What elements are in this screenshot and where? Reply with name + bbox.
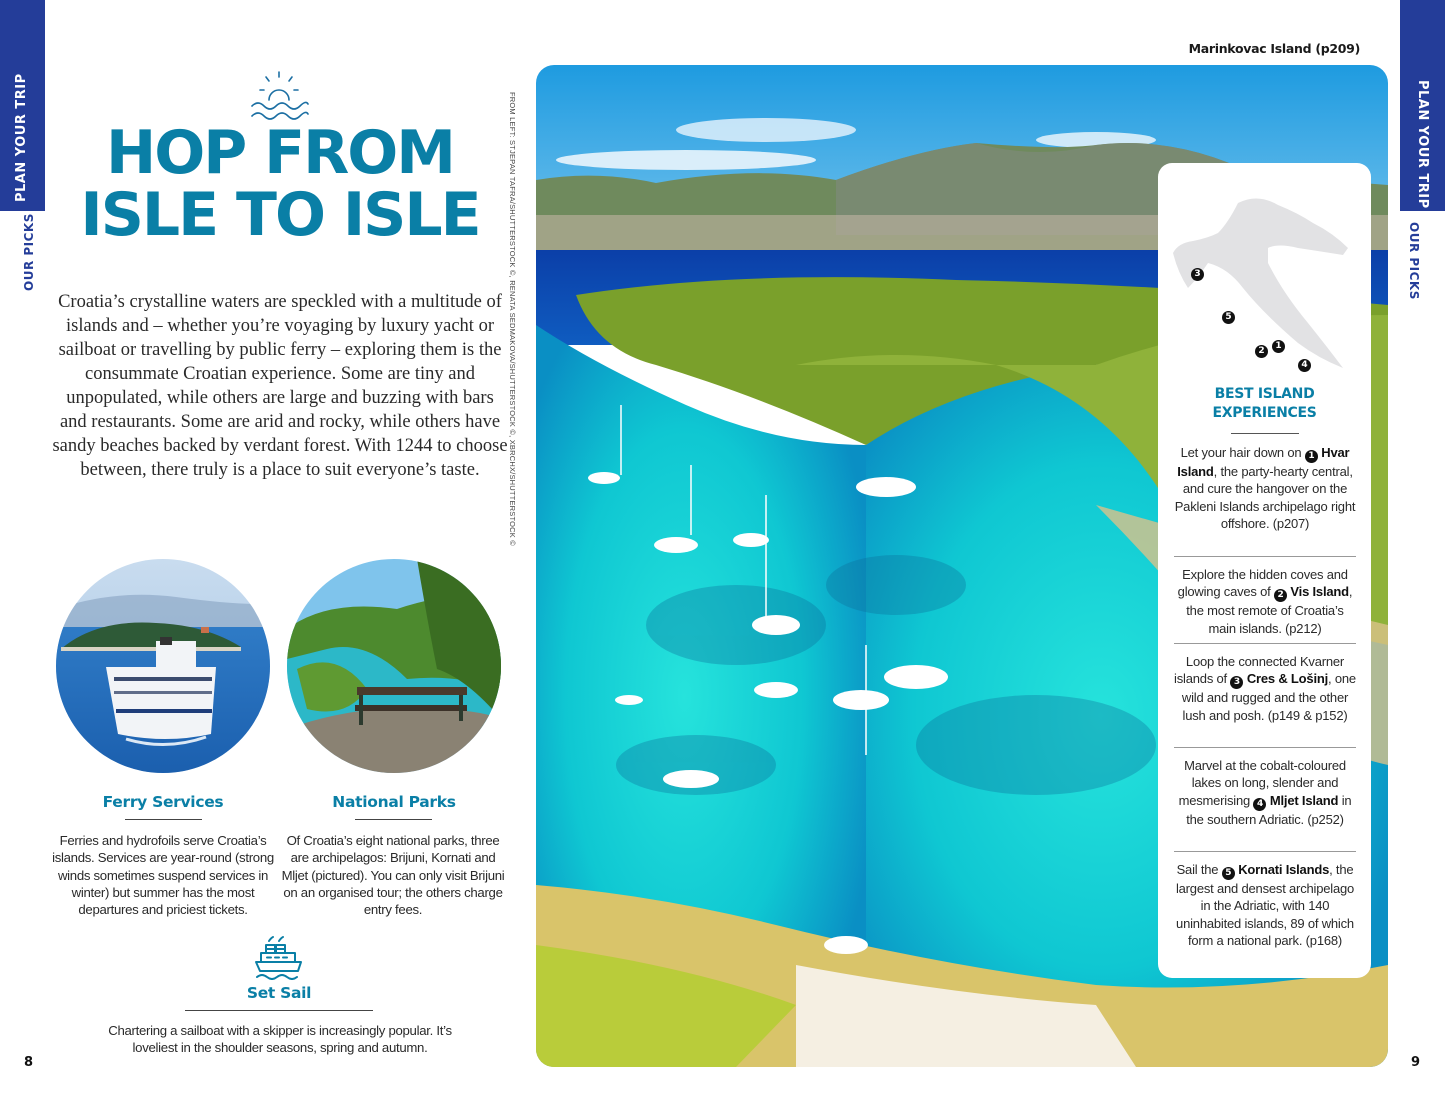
experience-text: Sail the xyxy=(1176,862,1222,877)
section-tab-right xyxy=(1400,0,1445,211)
subsection-label: OUR PICKS xyxy=(1407,222,1421,300)
map-pin-2: 2 xyxy=(1255,345,1268,358)
island-name: Mljet Island xyxy=(1269,792,1339,808)
ferry-at-sea-photo xyxy=(56,559,270,773)
section-label: PLAN YOUR TRIP xyxy=(1415,80,1430,209)
experience-text: , the party-hearty central, and cure the hangover on the Pakleni Islands archipelago right offshore. (p207) xyxy=(1174,464,1356,532)
island-name: Kornati Islands xyxy=(1238,862,1330,877)
experience-divider xyxy=(1174,643,1356,644)
experience-text: , the most remote of Croatia’s main islands. (p212) xyxy=(1186,584,1353,636)
feature-heading: National Parks xyxy=(332,793,456,811)
section-label: PLAN YOUR TRIP xyxy=(14,73,29,202)
section-tab-left xyxy=(0,0,45,211)
number-badge: 3 xyxy=(1230,676,1243,689)
card-title-divider xyxy=(1231,433,1299,434)
card-title-line-1: BEST ISLAND xyxy=(1214,386,1315,402)
experience-text: , one wild and rugged and the other lush and posh. (p149 & p152) xyxy=(1181,671,1356,723)
sun-over-waves-icon xyxy=(248,68,310,124)
card-title-line-2: EXPERIENCES xyxy=(1212,405,1317,421)
map-pin-4: 4 xyxy=(1298,359,1311,372)
experience-divider xyxy=(1174,851,1356,852)
title-line-2: ISLE TO ISLE xyxy=(80,180,480,250)
experience-text: , the largest and densest archipelago in the Adriatic, with 140 uninhabited islands, 89 of which form a national park. (p168) xyxy=(1175,862,1355,949)
experience-divider xyxy=(1174,556,1356,557)
subsection-label: OUR PICKS xyxy=(22,213,36,291)
experience-item xyxy=(1174,757,1356,828)
page-number-left: 8 xyxy=(24,1055,34,1070)
experience-item xyxy=(1174,444,1356,533)
page-title xyxy=(60,118,500,250)
map-pin-5: 5 xyxy=(1222,311,1235,324)
set-sail-heading: Set Sail xyxy=(246,984,312,1002)
island-name: Cres & Lošinj xyxy=(1246,671,1329,687)
set-sail-text: Chartering a sailboat with a skipper is increasingly popular. It’s loveliest in the shoulder seasons, spring and autumn. xyxy=(108,1023,452,1056)
experience-item xyxy=(1174,861,1356,950)
number-badge: 2 xyxy=(1274,589,1287,602)
intro-paragraph: Croatia’s crystalline waters are speckled with a multitude of islands and – whether you’re voyaging by luxury yacht or sailboat or travelling by public ferry – exploring them is the consummate Croatian experience. Some are tiny and unpopulated, while others are large and buzzing with bars and restaurants. Some are arid and rocky, while others have sandy beaches backed by verdant forest. With 1244 to choose between, there truly is a place to suit everyone’s taste. xyxy=(52,292,508,480)
island-name: Hvar Island xyxy=(1177,445,1350,479)
feature-heading: Ferry Services xyxy=(102,793,224,811)
heading-divider xyxy=(125,819,202,820)
heading-divider xyxy=(185,1010,373,1011)
map-pin-3: 3 xyxy=(1191,268,1204,281)
ship-icon xyxy=(253,935,305,980)
experience-text: Loop the connected Kvarner islands of xyxy=(1174,654,1345,687)
title-line-1: HOP FROM xyxy=(106,118,454,188)
experience-text: Let your hair down on xyxy=(1180,445,1305,460)
page-number-right: 9 xyxy=(1411,1055,1421,1070)
island-name: Vis Island xyxy=(1290,584,1349,600)
heading-divider xyxy=(355,819,432,820)
experience-text: in the southern Adriatic. (p252) xyxy=(1186,792,1352,827)
feature-text: Ferries and hydrofoils serve Croatia’s islands. Services are year-round (strong winds sometimes suspend services in winter) but summer has the most departures and priciest tickets. xyxy=(52,833,274,918)
photo-credit: FROM LEFT: STJEPAN TAFRA/SHUTTERSTOCK ©, RENATA SEDMAKOVA/SHUTTERSTOCK ©, XBRCHX/SHUTTERSTOCK © xyxy=(508,92,517,546)
experience-item xyxy=(1174,653,1356,724)
number-badge: 4 xyxy=(1253,798,1266,811)
experience-text: Marvel at the cobalt-coloured lakes on long, slender and mesmerising xyxy=(1178,758,1346,808)
best-island-experiences-card xyxy=(1158,163,1371,978)
number-badge: 1 xyxy=(1305,450,1318,463)
croatia-map-icon xyxy=(1168,193,1358,378)
photo-caption: Marinkovac Island (p209) xyxy=(1188,41,1360,56)
experience-item xyxy=(1174,566,1356,637)
number-badge: 5 xyxy=(1222,867,1235,880)
bench-overlooking-bay-photo xyxy=(287,559,501,773)
feature-text: Of Croatia’s eight national parks, three are archipelagos: Brijuni, Kornati and Mljet (pictured). You can only visit Brijuni on an organised tour; the others charge entry fees. xyxy=(281,833,505,918)
map-pin-1: 1 xyxy=(1272,340,1285,353)
experience-text: Explore the hidden coves and glowing caves of xyxy=(1177,567,1348,600)
experience-divider xyxy=(1174,747,1356,748)
card-title xyxy=(1158,385,1371,423)
